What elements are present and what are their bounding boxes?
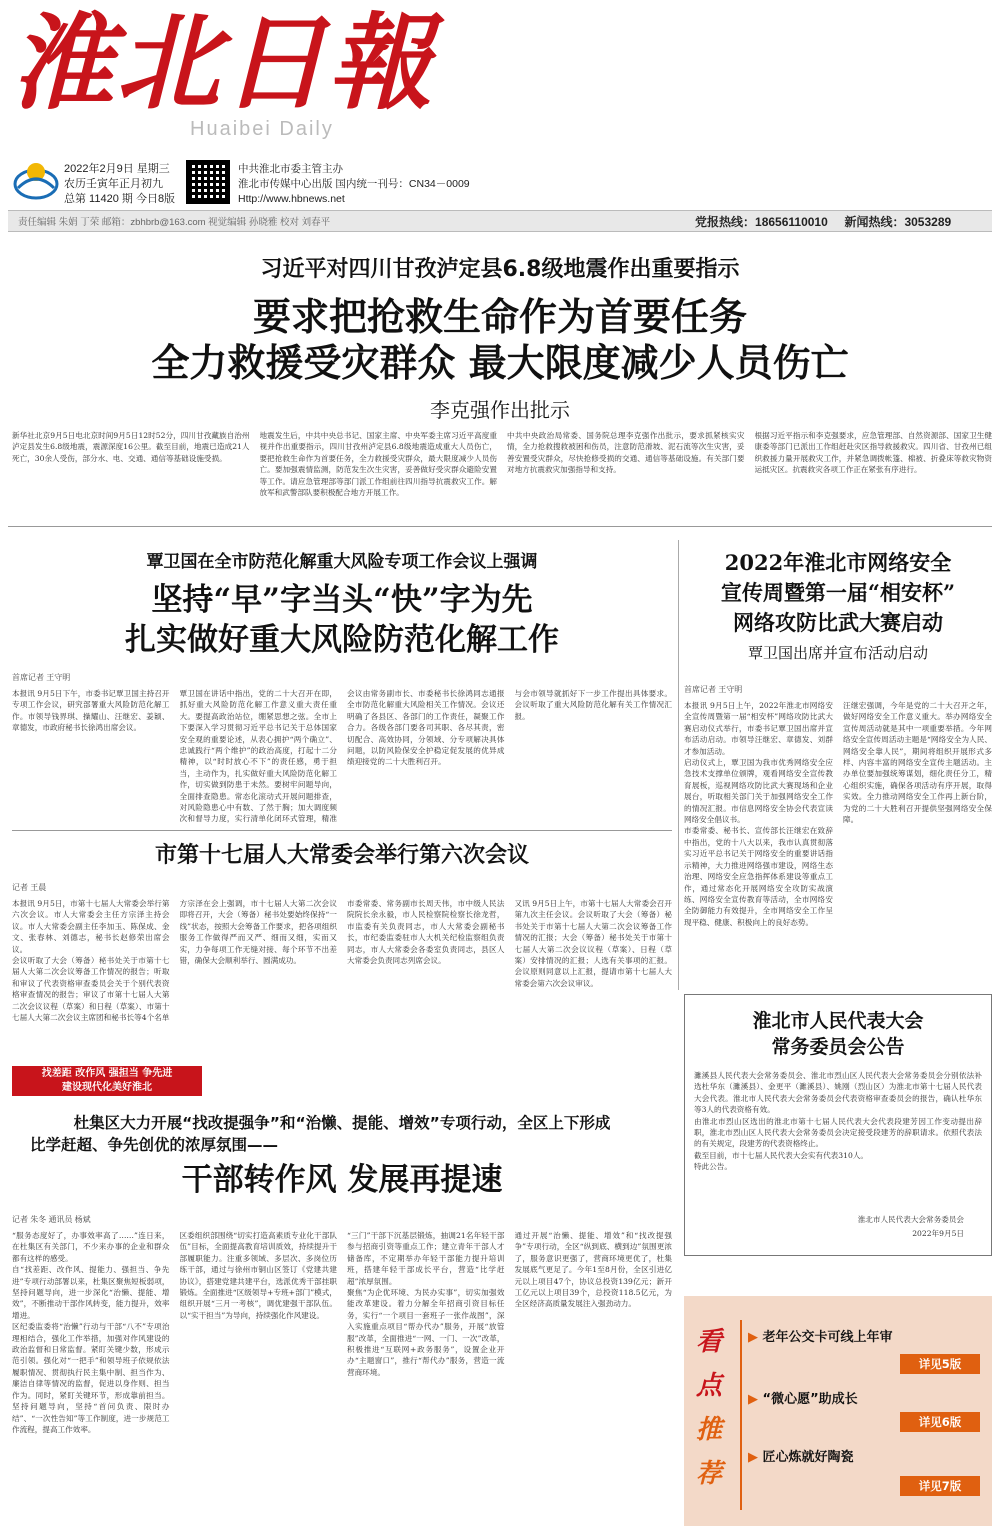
dujiqu-paragraph: 聚焦“为企优环境、为民办实事”，切实加强效能改革建设。着力分解全年招商引资目标任务，实行“一个项目一套班子一张作战图”，深入实施重点项目“帮办代办”服务，开展“放管服”改革，全面推进“一网、一门、一次”改革，积极推进“互联网+政务服务”，设置企业开办“主题窗口”，推行“帮代办”服务，营造一流营商环境。: [347, 1288, 505, 1377]
risk-headline-1: 坚持“早”字当头“快”字为先: [151, 582, 533, 618]
campaign-ribbon: [12, 1066, 202, 1096]
recommend-page-tag[interactable]: 详见6版: [900, 1412, 980, 1432]
recommend-title-text: 老年公交卡可线上年审: [762, 1330, 893, 1345]
lead-body: [12, 430, 992, 514]
recommend-title-text: “微心愿”助成长: [762, 1392, 858, 1407]
qr-code: [186, 160, 230, 204]
risk-kicker: 覃卫国在全市防范化解重大风险专项工作会议上强调: [146, 552, 538, 572]
recommend-item-title: [748, 1388, 858, 1407]
recommend-item[interactable]: [748, 1326, 893, 1345]
recommend-char: 点: [695, 1371, 722, 1401]
recommend-char: 看: [695, 1327, 722, 1357]
recommend-page-tag[interactable]: 详见7版: [900, 1476, 980, 1496]
divider: [8, 526, 992, 527]
website-link[interactable]: Http://www.hbnews.net: [238, 193, 345, 205]
dujiqu-paragraph: “服务态度好了，办事效率高了……”连日来，在杜集区有关部门，不少来办事的企业和群众都有这样的感受。: [12, 1231, 170, 1263]
lead-paragraph: 地震发生后，中共中央总书记、国家主席、中央军委主席习近平高度重视并作出重要指示，四川甘孜州泸定县6.8级地震造成重大人员伤亡，要把抢救生命作为首要任务，全力救援受灾群众，最大限度减少人员伤亡。要加强震情监测，防范发生次生灾害，妥善做好受灾群众避险安置等工作。请应急管理部等部门派工作组前往四川指导抗震救灾工作。解放军和武警部队要积极配合地方开展工作。: [259, 431, 497, 498]
cyber-byline: 首席记者 王守明: [684, 685, 743, 694]
risk-paragraph: 覃卫国在讲话中指出，党的二十大召开在即，抓好重大风险防范化解工作意义重大责任重大。要提高政治站位，绷紧思想之弦。全市上下要深入学习贯彻习近平总书记关于总体国家安全观的重要论述，从表心拥护“两个确立”、忠诚践行“两个维护”的政治高度，打起十二分精神，以“时时放心不下”的责任感，勇于担当，主动作为，扎实做好重大风险防范化解工作，切实做到防患于未然。要树牢问题导向，全面排查隐患。常态化滚动式开展问题排查，对风险隐患心中有数、了然于胸；加大调度频次和督导力度，实行清单化闭环式管理，精准: [179, 689, 337, 824]
recommend-item-title: [748, 1326, 893, 1345]
lead-headline-2: 全力救援受灾群众 最大限度减少人员伤亡: [151, 341, 849, 385]
issue-date: 2022年2月9日 星期三: [64, 163, 170, 175]
divider: [12, 830, 672, 831]
dujiqu-headline: 干部转作风 发展再提速: [181, 1162, 503, 1198]
npc-byline: 记者 王晨: [12, 883, 47, 892]
npc-paragraph: 又讯 9月5日上午，市第十七届人大常委会召开第九次主任会议。会议听取了大会（筹备）秘书处关于市第十七届人大第二次会议筹备工作情况的汇报；大会（筹备）秘书处关于市第十七届人大第二次会议议程（草案）、日程（草案）安排情况的汇报；人选有关事项的汇报。会议原则同意以上汇报，提请市第十七届人大常委会第六次会议审议。: [514, 899, 672, 988]
dujiqu-kicker-1: 杜集区大力开展“找改提强争”和“治懒、提能、增效”专项行动，全区上下形成: [73, 1114, 611, 1132]
arrow-icon: ▶: [748, 1450, 763, 1465]
dujiqu-paragraph: “三门”干部下沉基层锻炼，抽调21名年轻干部参与招商引资等重点工作；建立青年干部人才储备库，不定期举办年轻干部能力提升培训班，搭建年轻干部成长平台，营造“比学赶超”浓厚氛围。: [347, 1231, 505, 1286]
publisher-text: 淮北市传媒中心出版 国内统一刊号：CN34－0009: [238, 178, 470, 190]
notice-paragraph: 濉溪县人民代表大会常务委员会、淮北市烈山区人民代表大会常务委员会分别依法补选杜华东（濉溪县）、金更平（濉溪县）、姚刚（烈山区）为淮北市第十七届人民代表大会代表。淮北市人民代表大会常务委员会代表资格审查委员会的报告，确认杜华东等3人的代表资格有效。: [694, 1071, 982, 1115]
cyber-paragraph: 本报讯 9月5日上午，2022年淮北市网络安全宣传周暨第一届“相安杯”网络攻防比武大赛启动仪式举行，市委书记覃卫国出席并宣布活动启动。市领导汪继宏、章德发、刘群才参加活动。: [684, 701, 833, 756]
cyber-paragraph: 市委常委、秘书长、宣传部长汪继宏在致辞中指出，党的十八大以来，我市认真贯彻落实习近平总书记关于网络安全的重要讲话指示精神，大力推进网络强市建设，网络生态治理、网络安全应急指挥体系建设等重点工作，通过常态化开展网络安全攻防实战演练、网络安全宣传教育等活动，全市网络安全防御能力有效提升，全市网络安全工作呈现平稳、健康、积极向上的良好态势。: [684, 826, 833, 927]
npc-paragraph: 本报讯 9月5日，市第十七届人大常委会举行第六次会议。市人大常委会主任方宗泽主持会议。市人大常委会副主任李加玉、陈保成、金文、张春林、刘德志，秘书长赵修荣出席会议。: [12, 899, 170, 954]
risk-paragraph: 与会市领导就抓好下一步工作提出具体要求。会议听取了重大风险防范化解有关工作情况汇报。: [514, 689, 672, 721]
lead-paragraph: 中共中央政治局常委、国务院总理李克强作出批示，要求抓紧核实灾情，全力抢救搜救被困和伤员，注意防范滑坡、泥石流等次生灾害，妥善安置受灾群众，尽快抢修受损的交通、通信等基础设施。有关部门要对地方抗震救灾加强指导和支持。: [507, 431, 745, 475]
npc-paragraph: 会议听取了大会（筹备）秘书处关于市第十七届人大第二次会议筹备工作情况的报告；听取和审议了代表资格审查委员会关于个别代表资格审查情况的报告；审议了市第十七届人大第二次会议议程（草案）和日程（草案）、市第十七届人大第二次会议主席团和秘书长等4个名单: [12, 956, 170, 1023]
dujiqu-paragraph: 通过开展“治懒、提能、增效”和“找改提强争”专项行动，全区“纵到底、横到边”氛围更浓了，服务意识更强了，营商环境更优了，杜集发展底气更足了。今年1至8月份，全区引进亿元以上项目47个，协议总投资139亿元；新开工亿元以上项目39个，总投资118.5亿元，为全区经济高质量发展注入强劲动力。: [514, 1231, 672, 1309]
npc-column: [12, 898, 170, 1024]
notice-paragraph: 由淮北市烈山区选出的淮北市第十七届人民代表大会代表段建芳因工作变动提出辞职，淮北市烈山区人民代表大会常务委员会决定接受段建芳的辞职请求。依照代表法的有关规定，段建芳的代表资格终止。: [694, 1116, 982, 1149]
risk-paragraph: 会议由常务副市长、市委秘书长徐鸿同志通报全市防范化解重大风险相关工作情况。会议还明确了各县区、各部门的工作责任，凝聚工作合力。各级各部门要各司其职、各尽其责，密切配合、高效协同，分领域、分专项解决具体问题，以防风险保安全护稳定促发展的优异成绩迎接党的二十大胜利召开。: [347, 689, 505, 767]
npc-paragraph: 方宗泽在会上强调，市十七届人大第二次会议即将召开，大会（筹备）秘书处要始终保持“一线”状态，按照大会筹备工作要求，把各项组织服务工作做得严而又严、细而又细，实而又实，力争每项工作无缝对接、每个环节不出差错，确保大会顺利举行、圆满成功。: [179, 899, 337, 966]
cyber-headline-2: 宣传周暨第一届“相安杯”: [720, 580, 956, 605]
npc-body: [12, 898, 672, 1024]
cyber-column: [843, 700, 992, 986]
recommend-page-tag[interactable]: 详见5版: [900, 1354, 980, 1374]
npc-paragraph: 市委常委、常务副市长周天伟，市中级人民法院院长余永毅，市人民检察院检察长徐龙哲，市监委有关负责同志，市人大常委会副秘书长，市纪委监委驻市人大机关纪检监察组负责同志，市人大常委会各委室负责同志，县区人大常委会负责同志列席会议。: [347, 899, 505, 966]
lunar-date: 农历壬寅年正月初九: [64, 178, 163, 190]
recommend-item[interactable]: [748, 1446, 854, 1465]
party-hotline-label: 党报热线：: [695, 215, 756, 229]
newspaper-title: 淮北日報: [10, 1, 435, 124]
ribbon-line-1: 找差距 改作风 强担当 争先进: [41, 1068, 173, 1079]
publisher-block: [238, 162, 470, 207]
npc-headline: 市第十七届人大常委会举行第六次会议: [154, 842, 529, 868]
notice-paragraph: 截至目前，市十七届人民代表大会实有代表310人。: [694, 1150, 868, 1160]
lead-headline-1: 要求把抢救生命作为首要任务: [252, 295, 747, 339]
ribbon-line-2: 建设现代化美好淮北: [62, 1082, 152, 1093]
news-hotline-label: 新闻热线：: [844, 215, 905, 229]
cyber-body: [684, 700, 992, 986]
lead-kicker: 习近平对四川甘孜泸定县6.8级地震作出重要指示: [260, 257, 740, 282]
arrow-icon: ▶: [748, 1392, 763, 1407]
dujiqu-column: [12, 1230, 170, 1522]
dujiqu-paragraph: 区纪委监委将“治懒”行动与干部“八不”专项治理相结合，强化工作举措，加强对作风建设的政治监督和日常监督。紧盯关键少数，形成示范引领。强化对“一把手”和领导班子依规依法履职情况、贯彻执行民主集中制、担当作为、廉洁自律等情况的监督，促进以身作则、担当作为。同时，紧盯关键环节，形成靠前担当。坚持问题导向，坚持“首问负责、限时办结”、“一次性告知”等工作制度，进一步规范工作流程，提高工作效率。: [12, 1322, 170, 1434]
recommend-item-title: [748, 1446, 854, 1465]
notice-signature: 淮北市人民代表大会常务委员会: [857, 1215, 964, 1224]
lead-paragraph: 新华社北京9月5日电北京时间9月5日12时52分，四川甘孜藏族自治州泸定县发生6.8级地震，震源深度16公里。截至目前，地震已造成21人死亡，30余人受伤，部分水、电、交通、通信等基础设施受损。: [12, 431, 250, 463]
column-divider: [678, 540, 679, 990]
dujiqu-column: [347, 1230, 505, 1522]
newspaper-logo-icon: [12, 158, 60, 202]
newspaper-title-en: Huaibei Daily: [190, 118, 334, 140]
notice-title-2: 常务委员会公告: [771, 1036, 905, 1058]
cyber-headline-1: 2022年淮北市网络安全: [724, 550, 952, 575]
editor-credits: 责任编辑 朱娟 丁荣 邮箱：zbhbrb@163.com 视觉编辑 孙晓雅 校对 刘春平: [18, 217, 331, 228]
cyber-headline-3: 网络攻防比武大赛启动: [733, 610, 943, 635]
recommend-char: 推: [695, 1415, 722, 1445]
recommend-char: 荐: [695, 1459, 722, 1489]
cyber-column: [684, 700, 833, 986]
arrow-icon: ▶: [748, 1330, 763, 1345]
recommend-item[interactable]: [748, 1388, 858, 1407]
issue-number: 总第 11420 期 今日8版: [64, 193, 176, 205]
notice-date: 2022年9月5日: [912, 1229, 964, 1238]
notice-body: [694, 1070, 982, 1204]
party-hotline: 18656110010: [755, 215, 828, 229]
dujiqu-paragraph: 自“找差距、改作风、提能力、强担当、争先进”专项行动部署以来，杜集区聚焦短板弱项，坚持问题导向，进一步深化“治懒、提能、增效”，不断推动干部作风转变，能力提升，效率增进。: [12, 1265, 170, 1320]
dujiqu-paragraph: 区委组织部围绕“切实打造高素质专业化干部队伍”目标，全面提高教育培训质效，持续提升干部履职能力。注重多领域、多层次、多岗位历练干部，通过与徐州市铜山区签订《党建共建协议》，搭建党建共建平台，选派优秀干部挂职锻炼。全面推进“区级领导+专班+部门”模式，组织开展“三月一考核”，调优建强干部队伍。以“实干担当”为导向，持续强化作风建设。: [179, 1231, 337, 1320]
risk-body: [12, 688, 672, 824]
recommend-title-text: 匠心炼就好陶瓷: [762, 1450, 854, 1465]
recommend-divider: [740, 1320, 742, 1510]
cyber-paragraph: 启动仪式上，覃卫国为我市优秀网络安全应急技术支撑单位颁牌，观看网络安全宣传教育展板，巡视网络攻防比武大赛现场和企业展台，听取相关部门关于加强网络安全工作的情况汇报。市信息网络安全协会代表宣读网络安全倡议书。: [684, 758, 833, 825]
dujiqu-kicker-2: 比学赶超、争先创优的浓厚氛围——: [30, 1136, 279, 1154]
issue-date-block: [64, 162, 175, 207]
notice-title-1: 淮北市人民代表大会: [752, 1010, 924, 1032]
hotlines: [695, 213, 951, 230]
risk-paragraph: 本报讯 9月5日下午，市委书记覃卫国主持召开专项工作会议，研究部署重大风险防范化解工作。市领导钱界琪、操耀山、汪继宏、姜颖、章德发，市政府秘书长徐鸿出席会议。: [12, 689, 170, 733]
risk-headline-2: 扎实做好重大风险防范化解工作: [125, 622, 559, 658]
dujiqu-body: [12, 1230, 672, 1522]
sponsor-text: 中共淮北市委主管主办: [238, 163, 343, 175]
news-hotline: 3053289: [904, 215, 952, 229]
lead-paragraph: 根据习近平指示和李克强要求，应急管理部、自然资源部、国家卫生健康委等部门已派出工作组赶赴灾区指导救援救灾。四川省、甘孜州已组织救援力量开展救灾工作，并紧急调拨帐篷、棉被、折叠床等救灾物资运抵灾区。抗震救灾各项工作正在紧张有序进行。: [754, 431, 992, 475]
lead-subhead: 李克强作出批示: [430, 398, 570, 422]
risk-byline: 首席记者 王守明: [12, 673, 71, 682]
recommend-side-label: [684, 1320, 734, 1518]
dujiqu-byline: 记者 朱冬 通讯员 杨斌: [12, 1215, 91, 1224]
cyber-subhead: 覃卫国出席并宣布活动启动: [747, 644, 928, 662]
notice-paragraph: 特此公告。: [694, 1162, 732, 1172]
cyber-paragraph: 汪继宏强调，今年是党的二十大召开之年，做好网络安全工作意义重大。举办网络安全宣传周活动就是其中一项重要举措。今年网络安全宣传周活动主题是“网络安全为人民、网络安全靠人民”，期间将组织开展形式多样、内容丰富的网络安全宣传主题活动。主办单位要加强统筹谋划，细化责任分工，精心组织实施，确保各项活动有序开展，取得实效。全力推动网络安全工作再上新台阶，为党的二十大胜利召开提供坚强网络安全保障。: [843, 701, 992, 825]
